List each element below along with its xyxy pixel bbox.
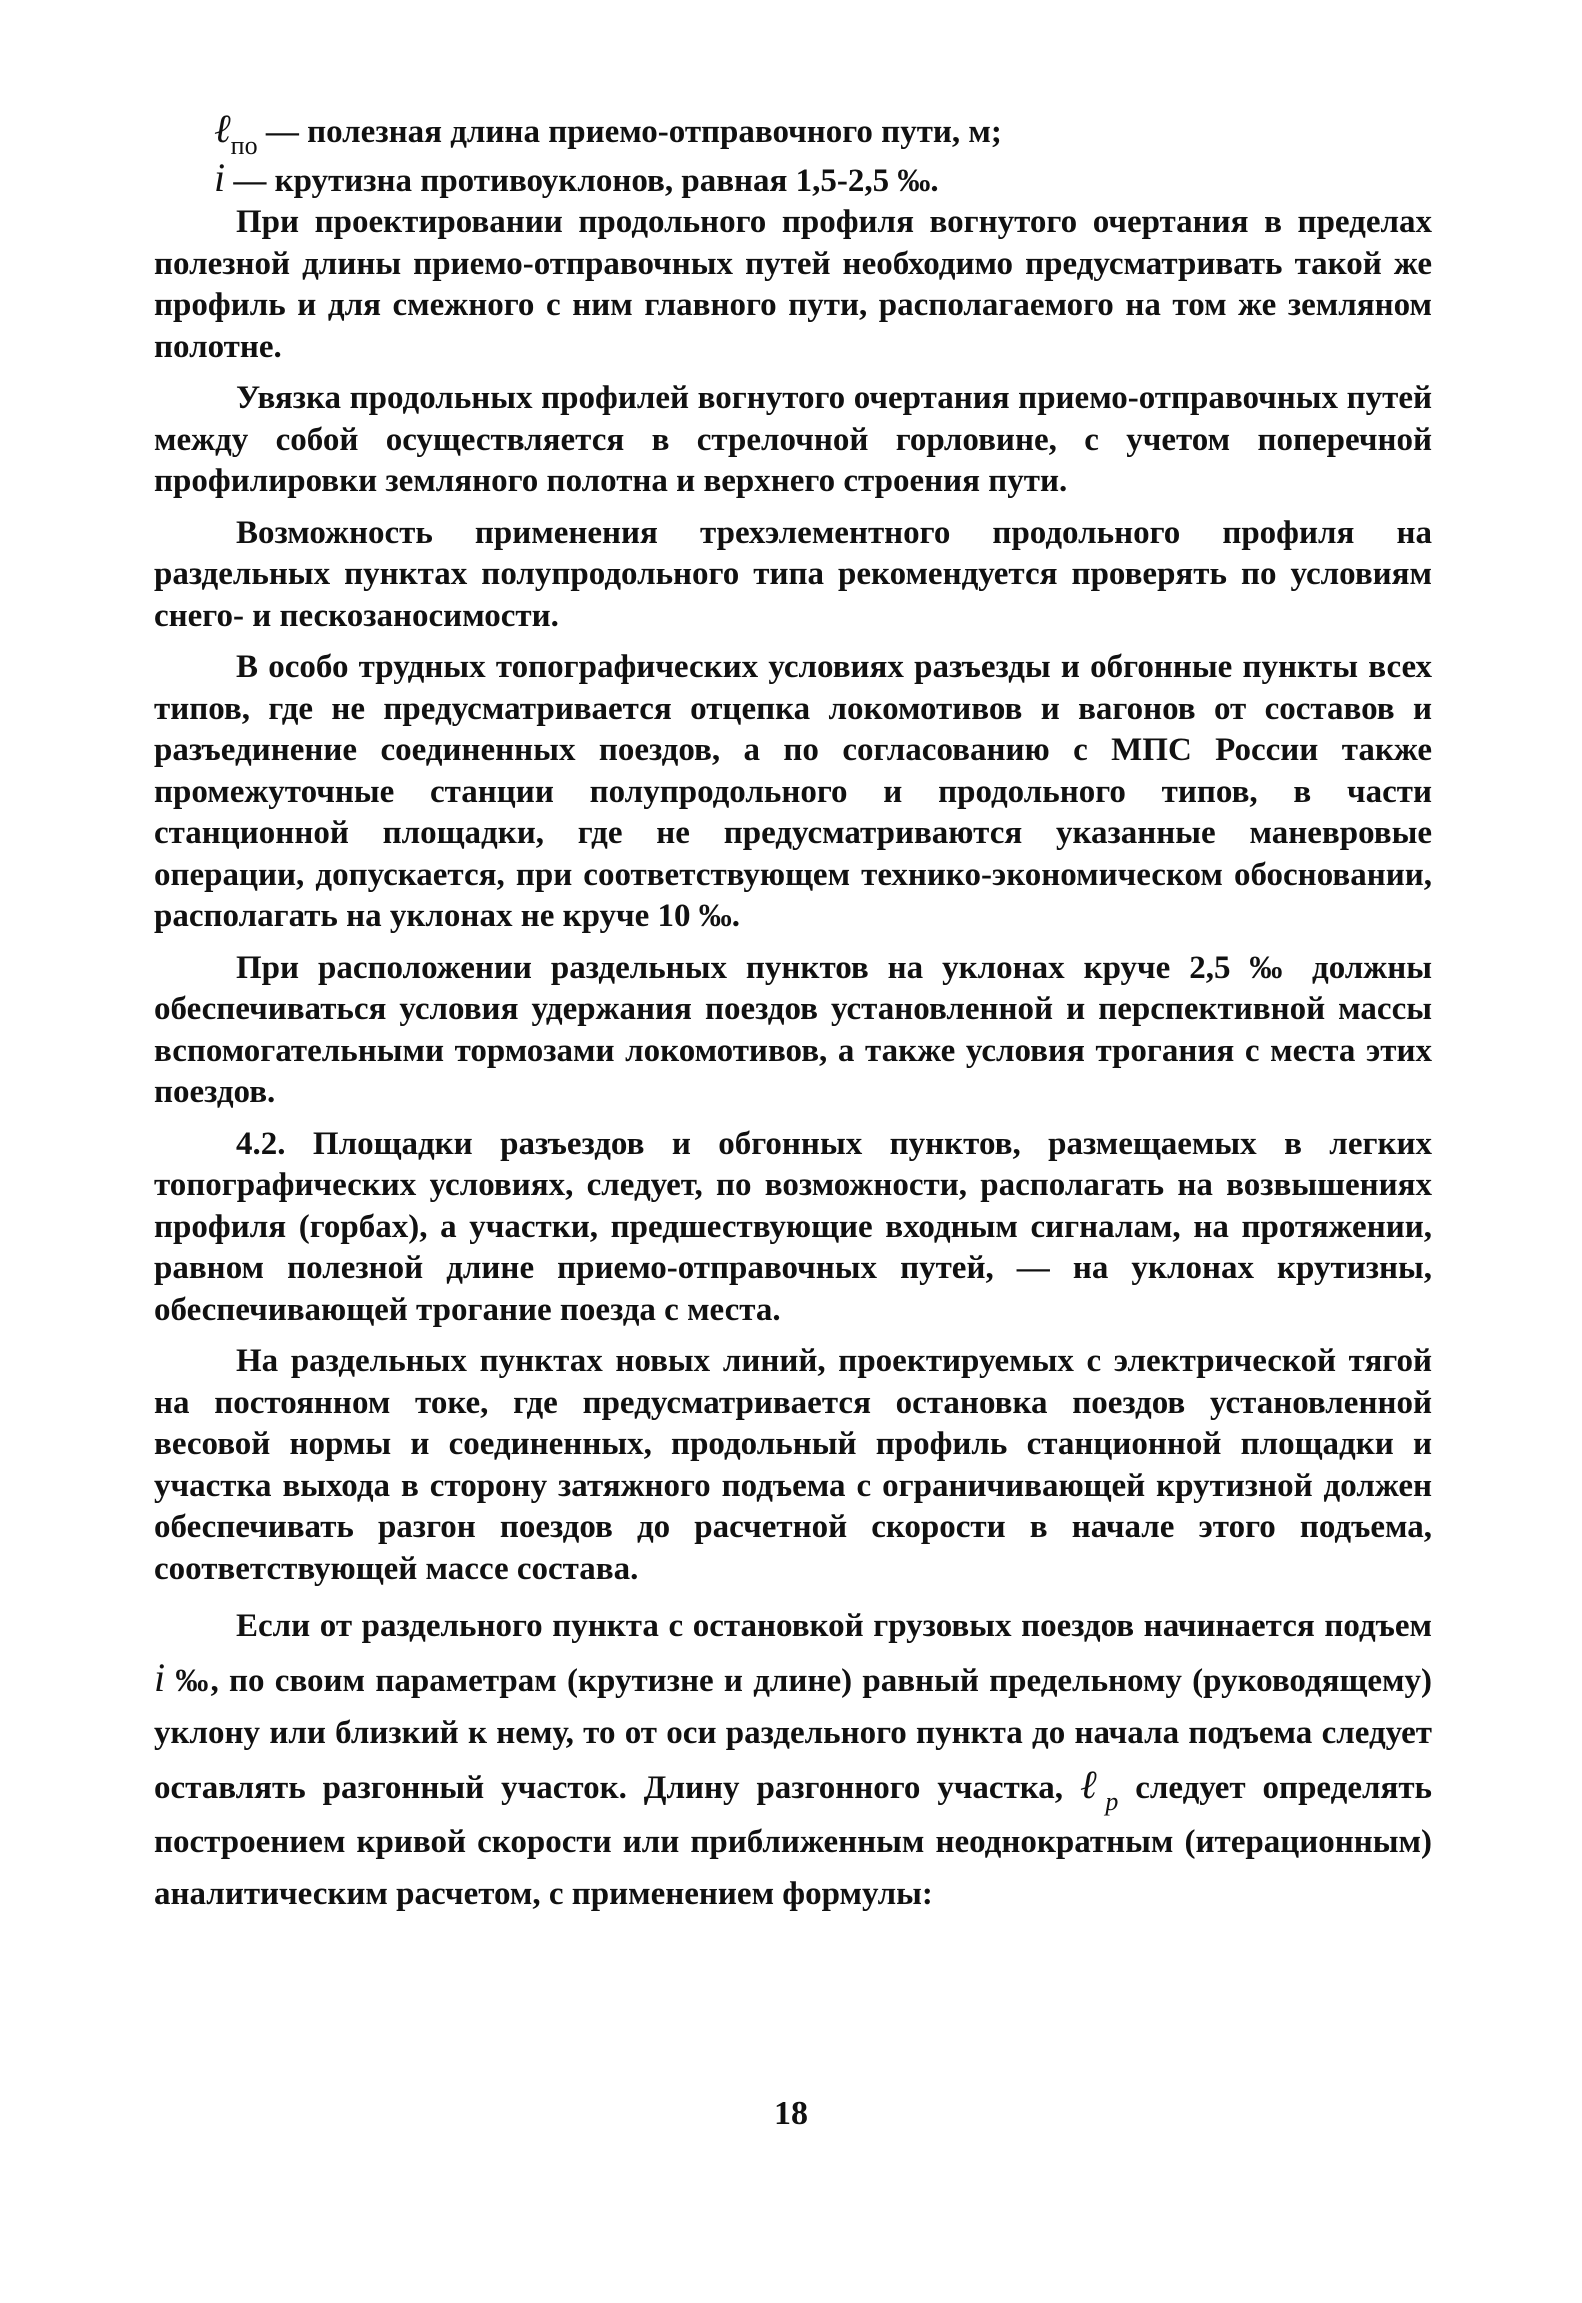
subscript-p: р	[1105, 1787, 1119, 1816]
definition-i	[214, 154, 1432, 203]
definition-lpo	[214, 106, 1432, 160]
definition-text: — полезная длина приемо-отправочного пути, м;	[265, 114, 1002, 150]
paragraph-8-part2: ‰, по своим параметрам (крутизне и длине) равный предельному (руководящему) уклону или близкий к нему, то от оси раздельного пункта до начала подъема следует оставлять разгонный участок. Длину разгонного участка,	[154, 1663, 1432, 1806]
paragraph-3: Возможность применения трехэлементного продольного профиля на раздельных пунктах полупродольного типа рекомендуется проверять по условиям снего- и пескозаносимости.	[154, 514, 1432, 634]
symbol-l: ℓ	[214, 106, 231, 151]
symbol-i-inline: i	[154, 1655, 166, 1700]
symbol-i: i	[214, 154, 226, 200]
paragraph-8-part3: следует определять построением кривой скорости или приближенным неоднократным (итерационным) аналитическим расчетом, с применением формулы:	[154, 1770, 1433, 1912]
paragraph-8	[154, 1600, 1432, 1920]
page-number: 18	[774, 2095, 808, 2132]
symbol-l-inline: ℓ	[1079, 1762, 1106, 1807]
paragraph-6: 4.2. Площадки разъездов и обгонных пунктов, размещаемых в легких топографических условиях, следует, по возможности, располагать на возвышениях профиля (горбах), а участки, предшествующие входным сигналам, на протяжении, равном полезной длине приемо-отправочных путей, — на уклонах крутизны, обеспечивающей трогание поезда с места.	[154, 1125, 1432, 1328]
paragraph-7: На раздельных пунктах новых линий, проектируемых с электрической тягой на постоянном токе, где предусматривается остановка поездов установленной весовой нормы и соединенных, продольный профиль станционной площадки и участка выхода в сторону затяжного подъема с ограничивающей крутизной должен обеспечивать разгон поездов до расчетной скорости в начале этого подъема, соответствующей массе состава.	[154, 1343, 1432, 1587]
subscript-po: по	[230, 131, 258, 160]
paragraph-4: В особо трудных топографических условиях разъезды и обгонные пункты всех типов, где не предусматривается отцепка локомотивов и вагонов от составов и разъединение соединенных поездов, а по согласованию с МПС России также промежуточные станции полупродольного и продольного типов, в части станционной площадки, где не предусматриваются указанные маневровые операции, допускается, при соответствующем технико-экономическом обосновании, располагать на уклонах не круче 10 ‰.	[154, 649, 1432, 934]
paragraph-8-part1: Если от раздельного пункта с остановкой грузовых поездов начинается подъем	[236, 1608, 1432, 1644]
paragraph-5: При расположении раздельных пунктов на уклонах круче 2,5 ‰ должны обеспечиваться условия удержания поездов установленной и перспективной массы вспомогательными тормозами локомотивов, а также условия трогания с места этих поездов.	[154, 949, 1432, 1110]
paragraph-1: При проектировании продольного профиля вогнутого очертания в пределах полезной длины приемо-отправочных путей необходимо предусматривать такой же профиль и для смежного с ним главного пути, располагаемого на том же земляном полотне.	[154, 204, 1432, 365]
paragraph-2: Увязка продольных профилей вогнутого очертания приемо-отправочных путей между собой осуществляется в стрелочной горловине, с учетом поперечной профилировки земляного полотна и верхнего строения пути.	[154, 380, 1432, 499]
document-page	[154, 108, 1432, 1920]
definition-text: — крутизна противоуклонов, равная 1,5-2,5 ‰.	[233, 162, 939, 199]
